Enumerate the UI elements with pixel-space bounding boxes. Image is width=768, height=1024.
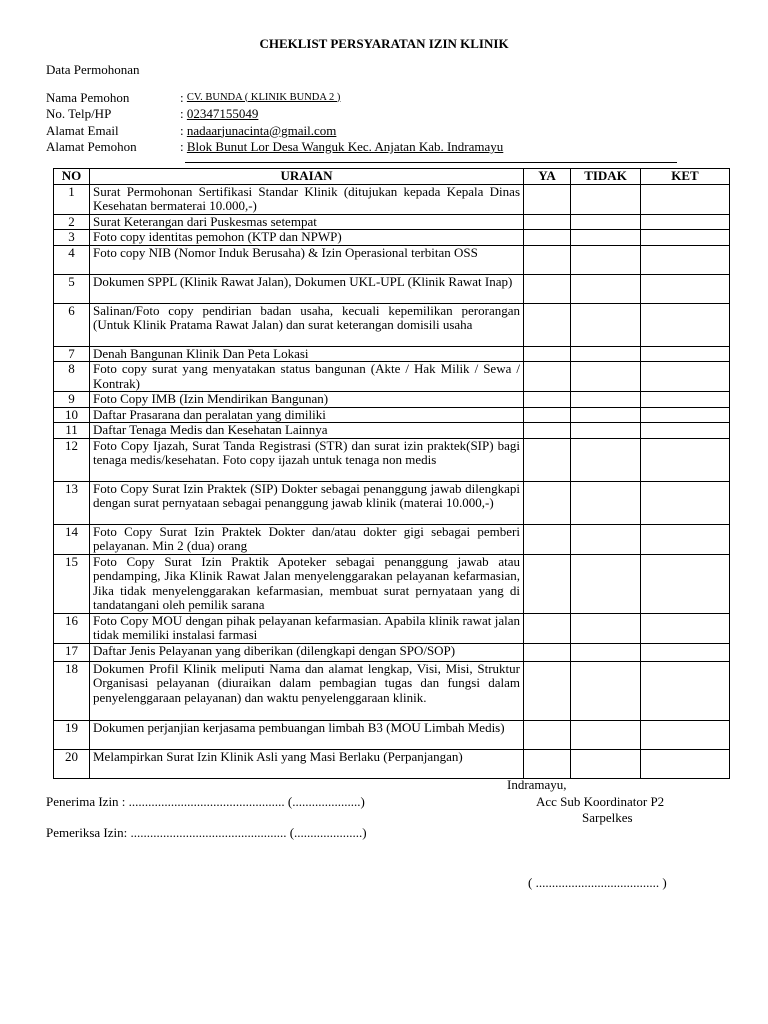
table-row: [54, 524, 730, 554]
tidak-cell[interactable]: [571, 643, 641, 661]
applicant-email-row: [46, 121, 503, 138]
ket-cell[interactable]: [641, 613, 730, 643]
row-number: 18: [54, 661, 90, 720]
row-description: Foto Copy Surat Izin Praktik Apoteker sebagai penanggung jawab atau pendamping, Jika Klinik Rawat Jalan menyelenggarakan pelayanan kefarmasian, Jika tidak menyelenggarakan kefarmasian, membuat surat pernyataan yang di tandatangani oleh pemilik sarana: [90, 554, 524, 613]
row-description: Foto copy NIB (Nomor Induk Berusaha) & Izin Operasional terbitan OSS: [90, 245, 524, 274]
tidak-cell[interactable]: [571, 438, 641, 481]
applicant-info: [46, 88, 503, 154]
row-description: Daftar Tenaga Medis dan Kesehatan Lainnya: [90, 423, 524, 439]
applicant-phone-value: 02347155049: [186, 106, 259, 121]
row-number: 6: [54, 303, 90, 346]
ket-cell[interactable]: [641, 423, 730, 439]
tidak-cell[interactable]: [571, 245, 641, 274]
ket-cell[interactable]: [641, 749, 730, 778]
document-title: CHEKLIST PERSYARATAN IZIN KLINIK: [259, 36, 509, 51]
section-label: Data Permohonan: [46, 62, 140, 77]
ya-cell[interactable]: [524, 184, 571, 214]
ya-cell[interactable]: [524, 438, 571, 481]
row-description: Daftar Prasarana dan peralatan yang dimiliki: [90, 407, 524, 423]
row-description: Foto Copy Ijazah, Surat Tanda Registrasi (STR) dan surat izin praktek(SIP) bagi tenaga medis/kesehatan. Foto copy ijazah untuk tenaga non medis: [90, 438, 524, 481]
row-number: 9: [54, 392, 90, 408]
tidak-cell[interactable]: [571, 230, 641, 246]
row-number: 8: [54, 362, 90, 392]
tidak-cell[interactable]: [571, 554, 641, 613]
row-number: 13: [54, 481, 90, 524]
ya-cell[interactable]: [524, 346, 571, 362]
ya-cell[interactable]: [524, 749, 571, 778]
field-label: Nama Pemohon: [46, 89, 130, 105]
table-row: [54, 423, 730, 439]
table-row: [54, 613, 730, 643]
signature-placeholder: ( ...................................... ): [528, 875, 667, 890]
tidak-cell[interactable]: [571, 749, 641, 778]
applicant-phone-row: [46, 105, 503, 122]
table-row: [54, 392, 730, 408]
table-row: [54, 274, 730, 303]
tidak-cell[interactable]: [571, 613, 641, 643]
row-description: Foto copy surat yang menyatakan status bangunan (Akte / Hak Milik / Sewa / Kontrak): [90, 362, 524, 392]
ya-cell[interactable]: [524, 214, 571, 230]
tidak-cell[interactable]: [571, 274, 641, 303]
signature-place: Indramayu,: [507, 777, 567, 792]
tidak-cell[interactable]: [571, 423, 641, 439]
ya-cell[interactable]: [524, 407, 571, 423]
header-no: NO: [54, 169, 90, 185]
row-description: Surat Keterangan dari Puskesmas setempat: [90, 214, 524, 230]
ket-cell[interactable]: [641, 524, 730, 554]
ya-cell[interactable]: [524, 481, 571, 524]
table-row: [54, 245, 730, 274]
table-row: [54, 438, 730, 481]
ket-cell[interactable]: [641, 362, 730, 392]
ket-cell[interactable]: [641, 245, 730, 274]
ket-cell[interactable]: [641, 481, 730, 524]
applicant-address-row: [46, 138, 503, 155]
row-description: Foto Copy Surat Izin Praktek (SIP) Dokter sebagai penanggung jawab dilengkapi dengan surat pernyataan sebagai penanggung jawab klinik (materai 10.000,-): [90, 481, 524, 524]
field-separator: :: [180, 89, 184, 105]
applicant-address-value: Blok Bunut Lor Desa Wanguk Kec. Anjatan Kab. Indramayu: [186, 139, 504, 154]
row-description: Foto Copy MOU dengan pihak pelayanan kefarmasian. Apabila klinik rawat jalan tidak memiliki instalasi farmasi: [90, 613, 524, 643]
row-number: 7: [54, 346, 90, 362]
ket-cell[interactable]: [641, 407, 730, 423]
row-number: 15: [54, 554, 90, 613]
field-separator: :: [180, 122, 184, 138]
receiver-line: Penerima Izin : ................................................ (.....................): [46, 794, 365, 809]
table-row: [54, 481, 730, 524]
tidak-cell[interactable]: [571, 392, 641, 408]
applicant-email-value: nadaarjunacinta@gmail.com: [186, 122, 337, 138]
row-number: 5: [54, 274, 90, 303]
ya-cell[interactable]: [524, 423, 571, 439]
row-description: Foto Copy Surat Izin Praktek Dokter dan/atau dokter gigi sebagai pemberi pelayanan. Min 2 (dua) orang: [90, 524, 524, 554]
table-row: [54, 720, 730, 749]
tidak-cell[interactable]: [571, 524, 641, 554]
row-number: 4: [54, 245, 90, 274]
table-body: [54, 184, 730, 778]
table-row: [54, 303, 730, 346]
row-number: 19: [54, 720, 90, 749]
row-number: 16: [54, 613, 90, 643]
field-label: Alamat Pemohon: [46, 139, 137, 154]
ket-cell[interactable]: [641, 346, 730, 362]
row-number: 1: [54, 184, 90, 214]
divider-line: [185, 162, 677, 163]
tidak-cell[interactable]: [571, 362, 641, 392]
row-number: 10: [54, 407, 90, 423]
ket-cell[interactable]: [641, 214, 730, 230]
field-separator: :: [180, 106, 184, 121]
table-row: [54, 230, 730, 246]
header-tidak: TIDAK: [571, 169, 641, 185]
table-row: [54, 184, 730, 214]
table-row: [54, 407, 730, 423]
tidak-cell[interactable]: [571, 407, 641, 423]
applicant-name-row: [46, 88, 503, 105]
table-row: [54, 749, 730, 778]
ket-cell[interactable]: [641, 303, 730, 346]
table-row: [54, 346, 730, 362]
tidak-cell[interactable]: [571, 184, 641, 214]
header-ket: KET: [641, 169, 730, 185]
row-number: 12: [54, 438, 90, 481]
ket-cell[interactable]: [641, 184, 730, 214]
ket-cell[interactable]: [641, 554, 730, 613]
ya-cell[interactable]: [524, 245, 571, 274]
row-number: 17: [54, 643, 90, 661]
ya-cell[interactable]: [524, 661, 571, 720]
ya-cell[interactable]: [524, 643, 571, 661]
row-description: Dokumen perjanjian kerjasama pembuangan limbah B3 (MOU Limbah Medis): [90, 720, 524, 749]
tidak-cell[interactable]: [571, 214, 641, 230]
table-row: [54, 643, 730, 661]
row-description: Foto copy identitas pemohon (KTP dan NPWP): [90, 230, 524, 246]
row-number: 3: [54, 230, 90, 246]
row-description: Salinan/Foto copy pendirian badan usaha, kecuali kepemilikan perorangan (Untuk Klinik Pratama Rawat Jalan) dan surat keterangan domisili usaha: [90, 303, 524, 346]
ya-cell[interactable]: [524, 554, 571, 613]
ya-cell[interactable]: [524, 230, 571, 246]
ya-cell[interactable]: [524, 274, 571, 303]
header-uraian: URAIAN: [90, 169, 524, 185]
ya-cell[interactable]: [524, 720, 571, 749]
table-row: [54, 554, 730, 613]
table-row: [54, 661, 730, 720]
row-description: Denah Bangunan Klinik Dan Peta Lokasi: [90, 346, 524, 362]
ya-cell[interactable]: [524, 524, 571, 554]
ket-cell[interactable]: [641, 661, 730, 720]
signature-role-line2: Sarpelkes: [582, 810, 633, 825]
ya-cell[interactable]: [524, 613, 571, 643]
row-description: Daftar Jenis Pelayanan yang diberikan (dilengkapi dengan SPO/SOP): [90, 643, 524, 661]
row-number: 14: [54, 524, 90, 554]
row-number: 2: [54, 214, 90, 230]
checker-line: Pemeriksa Izin: ................................................ (.....................): [46, 825, 367, 840]
ket-cell[interactable]: [641, 230, 730, 246]
table-header-row: [54, 169, 730, 185]
signature-role-line1: Acc Sub Koordinator P2: [536, 794, 665, 809]
applicant-name-value: CV. BUNDA ( KLINIK BUNDA 2 ): [186, 91, 341, 103]
row-description: Dokumen Profil Klinik meliputi Nama dan alamat lengkap, Visi, Misi, Struktur Organisasi pelayanan (diuraikan dalam pembagian tugas dan fungsi dalam penyelenggaraan pelayanan) dan waktu penyelenggaraan klinik.: [90, 661, 524, 720]
ket-cell[interactable]: [641, 392, 730, 408]
ya-cell[interactable]: [524, 303, 571, 346]
field-label: No. Telp/HP: [46, 106, 112, 121]
ket-cell[interactable]: [641, 438, 730, 481]
checklist-table: [53, 168, 730, 779]
ket-cell[interactable]: [641, 643, 730, 661]
ket-cell[interactable]: [641, 720, 730, 749]
field-separator: :: [180, 139, 184, 154]
ya-cell[interactable]: [524, 392, 571, 408]
field-label: Alamat Email: [46, 122, 119, 138]
row-description: Melampirkan Surat Izin Klinik Asli yang Masi Berlaku (Perpanjangan): [90, 749, 524, 778]
row-number: 20: [54, 749, 90, 778]
row-description: Surat Permohonan Sertifikasi Standar Klinik (ditujukan kepada Kepala Dinas Kesehatan bermaterai 10.000,-): [90, 184, 524, 214]
tidak-cell[interactable]: [571, 303, 641, 346]
row-description: Foto Copy IMB (Izin Mendirikan Bangunan): [90, 392, 524, 408]
table-row: [54, 362, 730, 392]
tidak-cell[interactable]: [571, 720, 641, 749]
tidak-cell[interactable]: [571, 346, 641, 362]
tidak-cell[interactable]: [571, 481, 641, 524]
table-row: [54, 214, 730, 230]
row-number: 11: [54, 423, 90, 439]
row-description: Dokumen SPPL (Klinik Rawat Jalan), Dokumen UKL-UPL (Klinik Rawat Inap): [90, 274, 524, 303]
ket-cell[interactable]: [641, 274, 730, 303]
header-ya: YA: [524, 169, 571, 185]
ya-cell[interactable]: [524, 362, 571, 392]
tidak-cell[interactable]: [571, 661, 641, 720]
